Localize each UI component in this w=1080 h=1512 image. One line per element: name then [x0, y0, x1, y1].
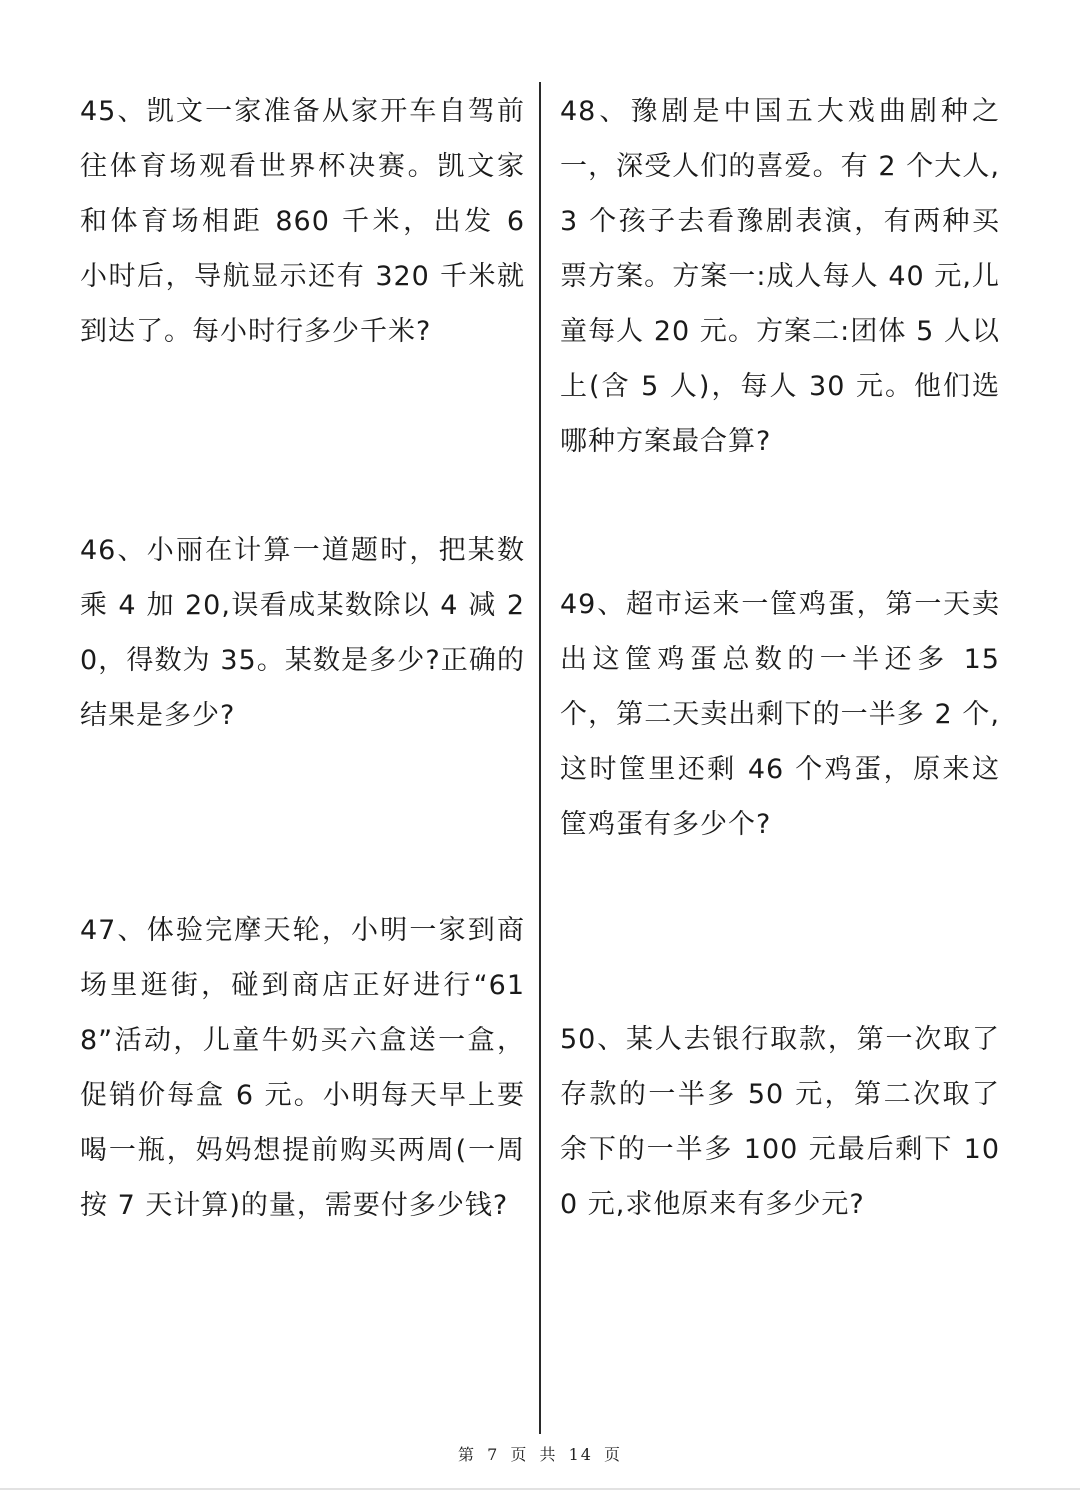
footer-page-word: 页 [510, 1445, 529, 1464]
problem-45: 45、凯文一家准备从家开车自驾前往体育场观看世界杯决赛。凯文家和体育场相距 860 千米，出发 6 小时后，导航显示还有 320 千米就到达了。每小时行多少千米? [80, 96, 525, 347]
problem-46: 46、小丽在计算一道题时，把某数乘 4 加 20,误看成某数除以 4 减 20，得数为 35。某数是多少?正确的结果是多少? [80, 535, 525, 731]
problem-50: 50、某人去银行取款，第一次取了存款的一半多 50 元，第二次取了余下的一半多 100 元最后剩下 100 元,求他原来有多少元? [560, 1024, 1000, 1220]
problem-49: 49、超市运来一筐鸡蛋，第一天卖出这筐鸡蛋总数的一半还多 15 个，第二天卖出剩下的一半多 2 个,这时筐里还剩 46 个鸡蛋，原来这筐鸡蛋有多少个? [560, 589, 1000, 840]
bottom-rule [0, 1488, 1080, 1490]
page-footer [0, 1442, 1080, 1465]
footer-current-page: 7 [487, 1445, 500, 1464]
column-divider [539, 82, 541, 1434]
footer-total-pages: 14 [568, 1445, 593, 1464]
problem-48: 48、豫剧是中国五大戏曲剧种之一，深受人们的喜爱。有 2 个大人,3 个孩子去看豫剧表演，有两种买票方案。方案一:成人每人 40 元,儿童每人 20 元。方案二:团体 5 人以上(含 5 人)，每人 30 元。他们选哪种方案最合算? [560, 96, 1000, 457]
footer-total-word: 共 [539, 1445, 558, 1464]
footer-suffix: 页 [604, 1445, 623, 1464]
problem-47: 47、体验完摩天轮，小明一家到商场里逛街，碰到商店正好进行“618”活动，儿童牛奶买六盒送一盒，促销价每盒 6 元。小明每天早上要喝一瓶，妈妈想提前购买两周(一周按 7 天计算)的量，需要付多少钱? [80, 915, 525, 1221]
footer-prefix: 第 [457, 1445, 476, 1464]
